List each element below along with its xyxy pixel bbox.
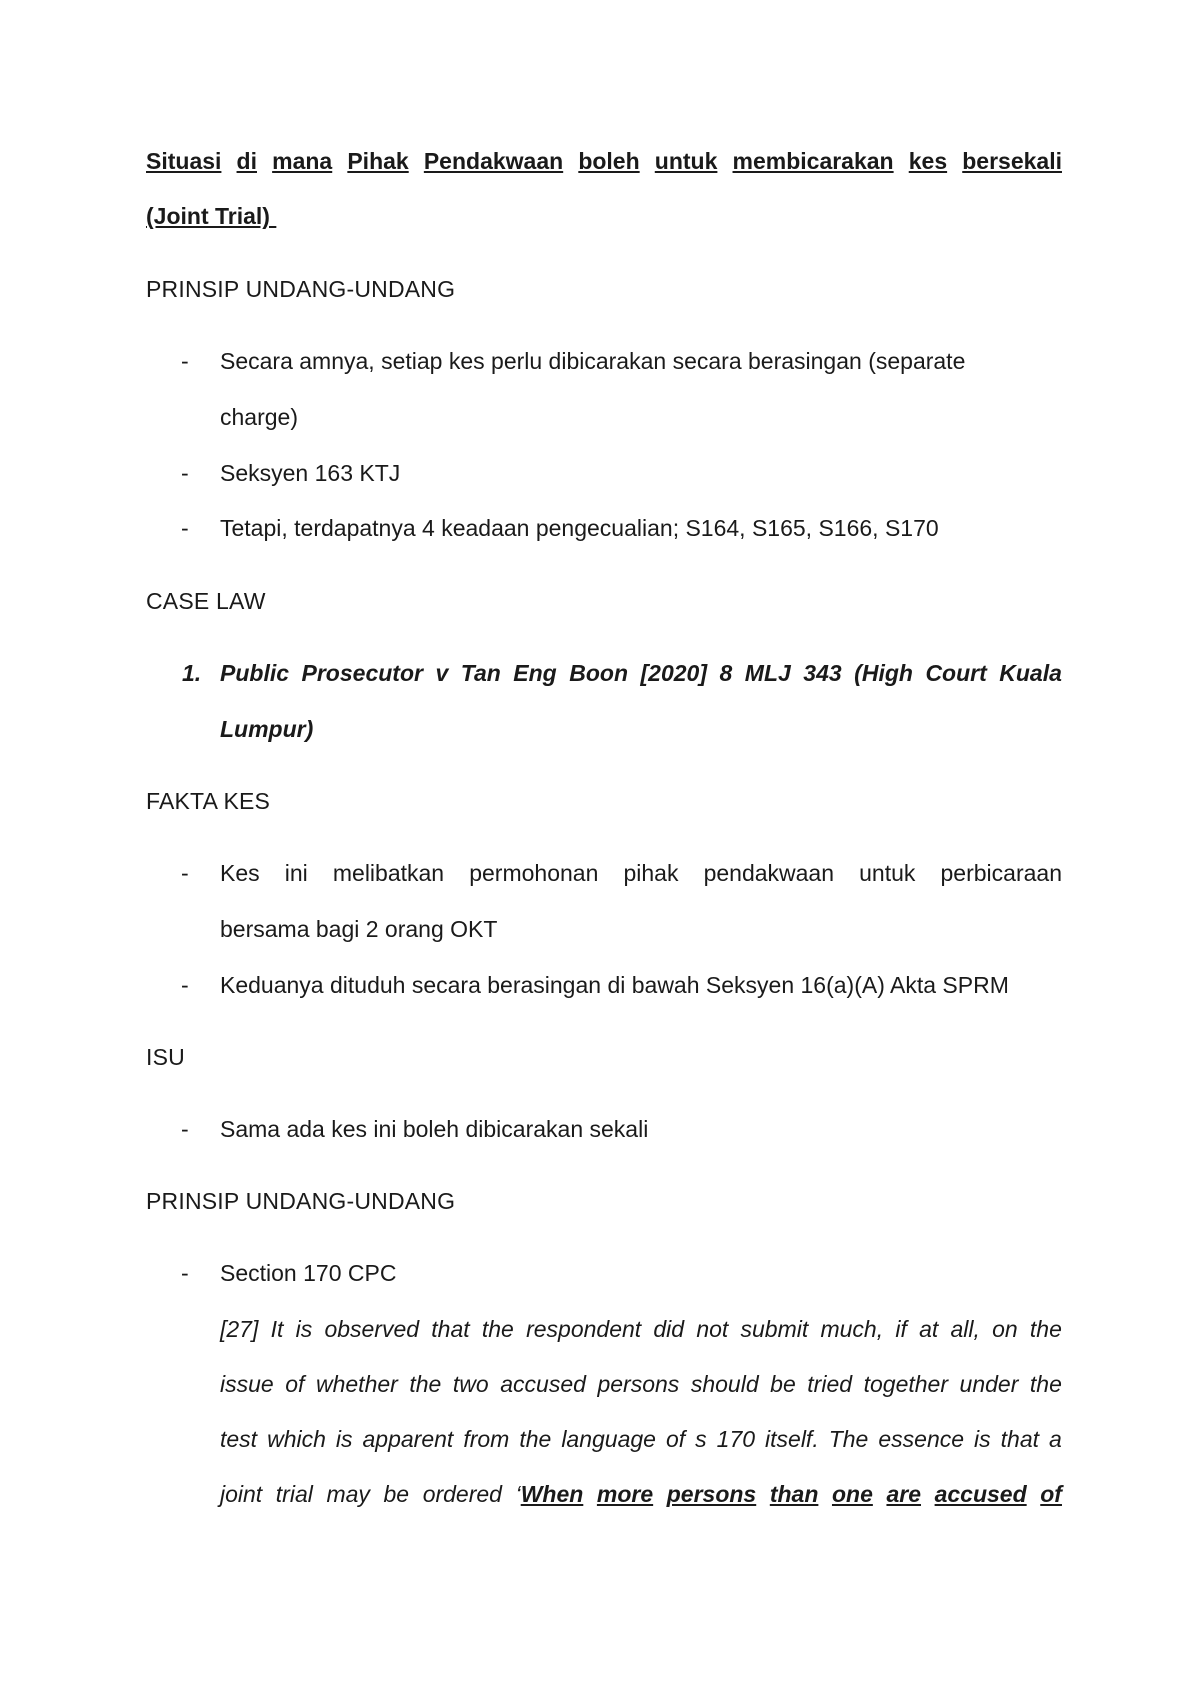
fakta-word: permohonan (469, 860, 599, 886)
quote-line (220, 1314, 1062, 1344)
quote-word: be (383, 1481, 410, 1507)
quote-word: the (1029, 1316, 1062, 1342)
bullet-dash: - (181, 972, 189, 998)
fakta-word: untuk (859, 860, 916, 886)
quote-line (220, 1369, 1062, 1399)
quote-word: should (690, 1371, 759, 1397)
quote-word: the (481, 1316, 514, 1342)
quote-word: of (665, 1426, 686, 1452)
quote-word: essence (878, 1426, 965, 1452)
quote-emphasis-word: of (1040, 1481, 1062, 1507)
bullet-text: Secara amnya, setiap kes perlu dibicarakan secara berasingan (separate (220, 348, 966, 374)
quote-word: under (959, 1371, 1019, 1397)
case-word: Tan (460, 660, 501, 686)
fakta-word: perbicaraan (940, 860, 1062, 886)
quote-word: ordered (422, 1481, 502, 1507)
quote-emphasis-word: one (831, 1481, 873, 1507)
bullet-dash: - (181, 860, 189, 886)
quote-word: accused (500, 1371, 586, 1397)
bullet-text: Seksyen 163 KTJ (220, 460, 401, 486)
title-word: boleh (578, 148, 640, 174)
quote-word: respondent (526, 1316, 642, 1342)
quote-word: may (326, 1481, 370, 1507)
quote-word: joint (220, 1481, 263, 1507)
case-word: Public (220, 660, 290, 686)
quote-line (220, 1424, 1062, 1454)
quote-word: observed (324, 1316, 420, 1342)
section-heading-case-law: CASE LAW (146, 588, 266, 614)
case-word: MLJ (744, 660, 791, 686)
quote-word: tried (807, 1371, 853, 1397)
bullet-dash: - (181, 348, 189, 374)
bullet-text: Section 170 CPC (220, 1260, 397, 1286)
bullet-dash: - (181, 1116, 189, 1142)
case-number: 1. (182, 660, 202, 686)
quote-word: [27] (220, 1316, 259, 1342)
title-word: membicarakan (732, 148, 894, 174)
quote-word: be (770, 1371, 796, 1397)
title-word: untuk (654, 148, 718, 174)
quote-word: much, (820, 1316, 884, 1342)
quote-line-last (220, 1479, 1062, 1509)
case-word: (High (854, 660, 913, 686)
quote-emphasis-word: than (769, 1481, 819, 1507)
title-word: mana (272, 148, 333, 174)
quote-word: from (463, 1426, 510, 1452)
case-word: v (435, 660, 449, 686)
case-word: 8 (719, 660, 733, 686)
title-word: di (236, 148, 257, 174)
bullet-dash: - (181, 515, 189, 541)
quote-word: not (696, 1316, 729, 1342)
section-heading-prinsip-2: PRINSIP UNDANG-UNDANG (146, 1188, 456, 1214)
quote-word: is (295, 1316, 313, 1342)
quote-word: issue (220, 1371, 274, 1397)
quote-word: if (895, 1316, 907, 1342)
quote-word: trial (275, 1481, 313, 1507)
case-word: [2020] (640, 660, 707, 686)
bullet-text-continued: charge) (220, 404, 298, 430)
quote-emphasis-word: When (520, 1481, 584, 1507)
quote-word: test (220, 1426, 258, 1452)
case-word: Boon (569, 660, 629, 686)
case-word: 343 (803, 660, 842, 686)
case-citation-line-2: Lumpur) (220, 716, 314, 742)
section-heading-fakta-kes: FAKTA KES (146, 788, 271, 814)
quote-word: at (919, 1316, 939, 1342)
quote-word: The (828, 1426, 869, 1452)
quote-word: together (863, 1371, 948, 1397)
quote-word: the (409, 1371, 442, 1397)
case-word: Eng (513, 660, 557, 686)
bullet-text: Keduanya dituduh secara berasingan di bawah Seksyen 16(a)(A) Akta SPRM (220, 972, 1009, 998)
quote-word: all, (950, 1316, 980, 1342)
quote-word: which (267, 1426, 326, 1452)
quote-word: two (452, 1371, 489, 1397)
fakta-word: melibatkan (332, 860, 445, 886)
quote-emphasis-word: persons (666, 1481, 757, 1507)
quote-emphasis-word: more (596, 1481, 654, 1507)
quote-word: that (431, 1316, 470, 1342)
section-heading-prinsip: PRINSIP UNDANG-UNDANG (146, 276, 456, 302)
fakta-word: Kes (220, 860, 260, 886)
quote-word: itself. (765, 1426, 819, 1452)
bullet-dash: - (181, 1260, 189, 1286)
title-word: kes (908, 148, 948, 174)
case-word: Kuala (999, 660, 1062, 686)
quote-word: is (974, 1426, 991, 1452)
quote-word: It (270, 1316, 284, 1342)
case-word: Court (925, 660, 987, 686)
quote-word: a (1049, 1426, 1062, 1452)
quote-word: apparent (362, 1426, 454, 1452)
fakta-word: pendakwaan (703, 860, 835, 886)
document-title-line-2: (Joint Trial) (146, 203, 277, 229)
title-word: Pihak (347, 148, 409, 174)
quote-word: the (519, 1426, 552, 1452)
quote-word: did (653, 1316, 685, 1342)
quote-word: s (695, 1426, 707, 1452)
quote-word: 170 (716, 1426, 756, 1452)
title-word: Situasi (146, 148, 222, 174)
quote-word: submit (740, 1316, 809, 1342)
fakta-word: ini (284, 860, 308, 886)
section-heading-isu: ISU (146, 1044, 185, 1070)
quote-word: persons (597, 1371, 680, 1397)
case-citation-line-1 (220, 658, 1062, 688)
bullet-dash: - (181, 460, 189, 486)
quote-word: that (1000, 1426, 1040, 1452)
quote-word: on (992, 1316, 1018, 1342)
quote-emphasis-word: accused (934, 1481, 1027, 1507)
document-title-line-1 (146, 146, 1062, 176)
quote-open-emphasis (516, 1479, 584, 1509)
quote-word: language (561, 1426, 656, 1452)
title-word: Pendakwaan (423, 148, 564, 174)
quote-word: of (285, 1371, 305, 1397)
case-word: Prosecutor (301, 660, 423, 686)
bullet-text: Sama ada kes ini boleh dibicarakan sekali (220, 1116, 649, 1142)
quote-word: the (1029, 1371, 1062, 1397)
bullet-text-justified (220, 858, 1062, 888)
bullet-text: Tetapi, terdapatnya 4 keadaan pengecualian; S164, S165, S166, S170 (220, 515, 939, 541)
quote-word: whether (315, 1371, 398, 1397)
title-word: bersekali (962, 148, 1062, 174)
bullet-text-continued: bersama bagi 2 orang OKT (220, 916, 498, 942)
fakta-word: pihak (623, 860, 679, 886)
quote-word: is (335, 1426, 353, 1452)
quote-emphasis-word: are (886, 1481, 921, 1507)
quote-word: ‘ (515, 1481, 521, 1507)
